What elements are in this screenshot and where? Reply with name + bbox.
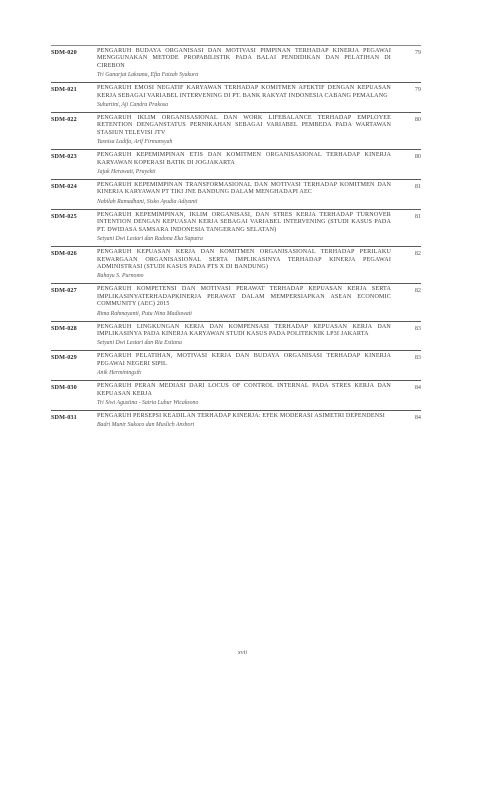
toc-entry: [51, 321, 421, 351]
entry-code: SDM-023: [51, 153, 77, 161]
entry-authors: Rahayu S. Purnomo: [97, 273, 144, 280]
toc-entry: [51, 149, 421, 179]
toc-entry: [51, 350, 421, 380]
entry-body: [97, 85, 391, 109]
entry-code: SDM-031: [51, 413, 77, 421]
entry-code: SDM-026: [51, 250, 77, 258]
entry-body: [97, 353, 391, 377]
entry-code: SDM-028: [51, 324, 77, 332]
entry-authors: Tri Gunarjat Laksana, Efta Faizah Syakura: [97, 72, 199, 79]
entry-title: PENGARUH PERSEPSI KEADILAN TERHADAP KINERJA: EFEK MODERASI ASIMETRI DEPENDENSI: [97, 412, 385, 419]
toc-entry: [51, 209, 421, 246]
entry-page-number: 79: [414, 49, 421, 56]
entry-body: [97, 286, 391, 317]
entry-code: SDM-024: [51, 183, 77, 191]
entry-title: PENGARUH EMOSI NEGATIF KARYAWAN TERHADAP KOMITMEN AFEKTIF DENGAN KEPUASAN KERJA SEBAGAI VARIABEL INTERVENING DI PT. BANK RAKYAT INDONESIA CABANG PEMALANG: [97, 85, 391, 99]
toc-entry: [51, 246, 421, 283]
entry-authors: Nabilah Ramadhani, Sisko Ayudia Adiyanti: [97, 198, 198, 205]
entry-authors: Badri Munir Sukoco dan Muslich Anshori: [97, 422, 195, 429]
entry-body: [97, 249, 391, 280]
toc-entry: [51, 283, 421, 320]
page-number: xvii: [237, 649, 248, 656]
entry-page-number: 80: [414, 153, 421, 161]
entry-page-number: 84: [414, 413, 421, 421]
entry-title: PENGARUH KOMPETENSI DAN MOTIVASI PERAWAT TERHADAP KEPUASAN KERJA SERTA IMPLIKASINYATERHADAPKINERJA PERAWAT DALAM MEMPERSIAPKAN ASEAN ECONOMIC COMMUNITY (AEC) 2015: [97, 286, 391, 308]
entry-authors: Yasnisa Ladifa, Arif Firmansyah: [97, 139, 173, 146]
entry-authors: Anik Herminingsih: [97, 370, 141, 377]
entry-page-number: 83: [414, 354, 421, 362]
entry-body: [97, 152, 391, 176]
table-of-contents: [51, 45, 421, 432]
entry-code: SDM-022: [51, 116, 77, 124]
entry-body: [97, 324, 391, 348]
entry-page-number: 82: [414, 250, 421, 258]
entry-title: PENGARUH PELATIHAN, MOTIVASI KERJA DAN BUDAYA ORGANISASI TERHADAP KINERJA PEGAWAI NEGERI SIPIL: [97, 353, 391, 367]
entry-title: PENGARUH KEPEMIMPINAN TRANSFORMASIONAL DAN MOTIVASI TERHADAP KOMITMEN DAN KINERJA KARYAWAN PT TIKI JNE BANDUNG DALAM MENGHADAPI AEC: [97, 182, 391, 196]
entry-title: PENGARUH IKLIM ORGANISASIONAL DAN WORK LIFEBALANCE TERHADAP EMPLOYEE RETENTION DENGANSTATUS PERNIKAHAN SEBAGAI VARIABEL PEMBEDA PADA WARTAWAN STASIUN TELEVISI JTV: [97, 115, 391, 136]
toc-entry: [51, 112, 421, 149]
entry-body: [97, 115, 391, 146]
entry-title: PENGARUH LINGKUNGAN KERJA DAN KOMPENSASI TERHADAP KEPUASAN KERJA DAN IMPLIKASINYA PADA KINERJA KARYAWAN STUDI KASUS PADA POLITEKNIK LP3I JAKARTA: [97, 323, 391, 337]
entry-title: PENGARUH KEPEMIMPINAN, IKLIM ORGANISASI, DAN STRES KERJA TERHADAP TURNOVER INTENTION DENGAN KEPUASAN KERJA SEBAGAI VARIABEL INTERVENING (STUDI KASUS PADA PT. DWIDASA SAMSARA INDONESIA TANGERANG SELATAN): [97, 211, 391, 233]
entry-code: SDM-030: [51, 384, 77, 392]
entry-title: PENGARUH KEPEMIMPINAN ETIS DAN KOMITMEN ORGANISASIONAL TERHADAP KINERJA KARYAWAN KOPERASI BATIK DI JOGJAKARTA: [97, 152, 391, 166]
entry-authors: Setyani Dwi Lestari dan Radona Eka Saputra: [97, 236, 203, 243]
entry-body: [97, 212, 391, 243]
entry-code: SDM-025: [51, 212, 77, 220]
entry-authors: Setyani Dwi Lestari dan Ria Estiana: [97, 340, 182, 347]
entry-page-number: 83: [414, 324, 421, 332]
toc-entry: [51, 45, 421, 82]
entry-code: SDM-027: [51, 287, 77, 295]
entry-body: [97, 48, 391, 79]
entry-code: SDM-020: [51, 49, 77, 56]
toc-entry: [51, 380, 421, 410]
entry-page-number: 81: [414, 183, 421, 191]
entry-body: [97, 182, 391, 206]
entry-authors: Suhartini, Aji Candra Prakosa: [97, 102, 169, 109]
toc-entry: [51, 410, 421, 432]
entry-authors: Jajuk Herawati, Prayekti: [97, 169, 156, 176]
entry-title: PENGARUH BUDAYA ORGANISASI DAN MOTIVASI PIMPINAN TERHADAP KINERJA PEGAWAI MENGGUNAKAN METODE PROPABILISTIK PADA BALAI PENDIDIKAN DAN PELATIHAN DI CIREBON: [97, 48, 391, 69]
entry-page-number: 84: [414, 384, 421, 392]
entry-title: PENGARUH PERAN MEDIASI DARI LOCUS OF CONTROL INTERNAL PADA STRES KERJA DAN KEPUASAN KERJA: [97, 383, 391, 397]
entry-code: SDM-029: [51, 354, 77, 362]
toc-entry: [51, 179, 421, 209]
toc-entry: [51, 82, 421, 112]
entry-page-number: 80: [414, 116, 421, 124]
entry-page-number: 81: [414, 212, 421, 220]
entry-page-number: 79: [414, 86, 421, 94]
entry-body: [97, 413, 391, 429]
entry-authors: Rima Rahmayanti, Putu Nina Madiawati: [97, 310, 192, 317]
entry-title: PENGARUH KEPUASAN KERJA DAN KOMITMEN ORGANISASIONAL TERHADAP PERILAKU KEWARGAAN ORGANISASIONAL SERTA IMPLIKASINYA TERHADAP KINERJA PEGAWAI ADMINISTRASI (STUDI KASUS PADA PTS X DI BANDUNG): [97, 249, 391, 270]
entry-code: SDM-021: [51, 86, 77, 94]
entry-body: [97, 383, 391, 407]
entry-authors: Tri Siwi Agustina - Satria Luhur Wicaksono: [97, 399, 199, 406]
entry-page-number: 82: [414, 287, 421, 295]
